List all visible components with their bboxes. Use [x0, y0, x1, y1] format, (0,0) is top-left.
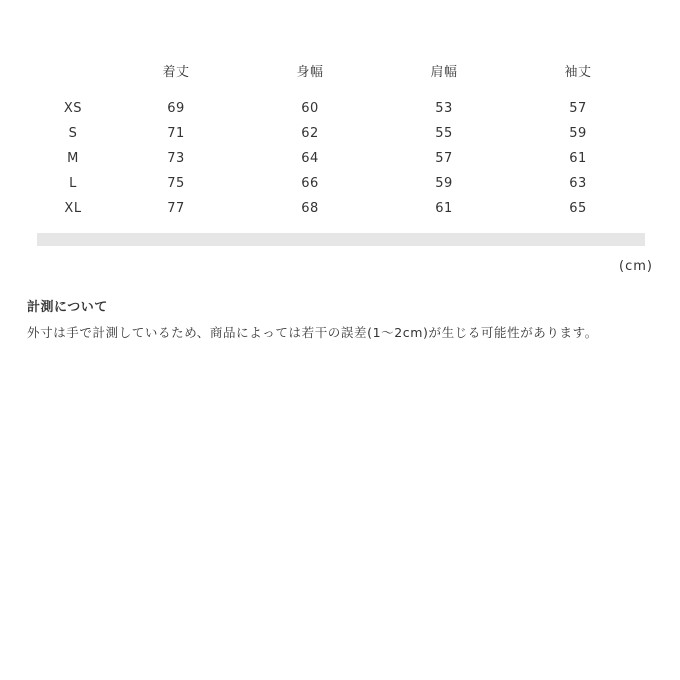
width-value: 64	[301, 151, 319, 166]
measurement-note-text: 外寸は手で計測しているため、商品によっては若干の誤差(1〜2cm)が生じる可能性があります。	[27, 325, 598, 340]
unit-label: (cm)	[619, 259, 653, 274]
width-value: 66	[301, 176, 319, 191]
table-header-row	[37, 58, 645, 96]
table-row	[37, 146, 645, 171]
table-row	[37, 196, 645, 221]
length-value: 73	[167, 151, 185, 166]
shoulder-value: 61	[435, 201, 453, 216]
header-shoulder: 肩幅	[430, 64, 458, 80]
table-row	[37, 171, 645, 196]
table-row	[37, 96, 645, 121]
header-length: 着丈	[162, 64, 190, 80]
length-value: 71	[167, 126, 185, 141]
table-row	[37, 121, 645, 146]
size-chart-table	[37, 58, 645, 221]
width-value: 68	[301, 201, 319, 216]
sleeve-value: 59	[569, 126, 587, 141]
horizontal-scrollbar[interactable]	[37, 233, 645, 246]
header-width: 身幅	[296, 64, 324, 80]
header-size	[37, 58, 109, 96]
sleeve-value: 61	[569, 151, 587, 166]
shoulder-value: 59	[435, 176, 453, 191]
length-value: 69	[167, 101, 185, 116]
sleeve-value: 57	[569, 101, 587, 116]
shoulder-value: 57	[435, 151, 453, 166]
size-label: XS	[63, 101, 83, 116]
size-label: L	[69, 176, 77, 191]
size-label: XL	[64, 201, 82, 216]
measurement-note-title: 計測について	[27, 300, 108, 315]
sleeve-value: 63	[569, 176, 587, 191]
width-value: 60	[301, 101, 319, 116]
length-value: 77	[167, 201, 185, 216]
sleeve-value: 65	[569, 201, 587, 216]
shoulder-value: 53	[435, 101, 453, 116]
width-value: 62	[301, 126, 319, 141]
shoulder-value: 55	[435, 126, 453, 141]
size-label: M	[67, 151, 79, 166]
header-sleeve: 袖丈	[564, 64, 592, 80]
size-label: S	[68, 126, 78, 141]
length-value: 75	[167, 176, 185, 191]
